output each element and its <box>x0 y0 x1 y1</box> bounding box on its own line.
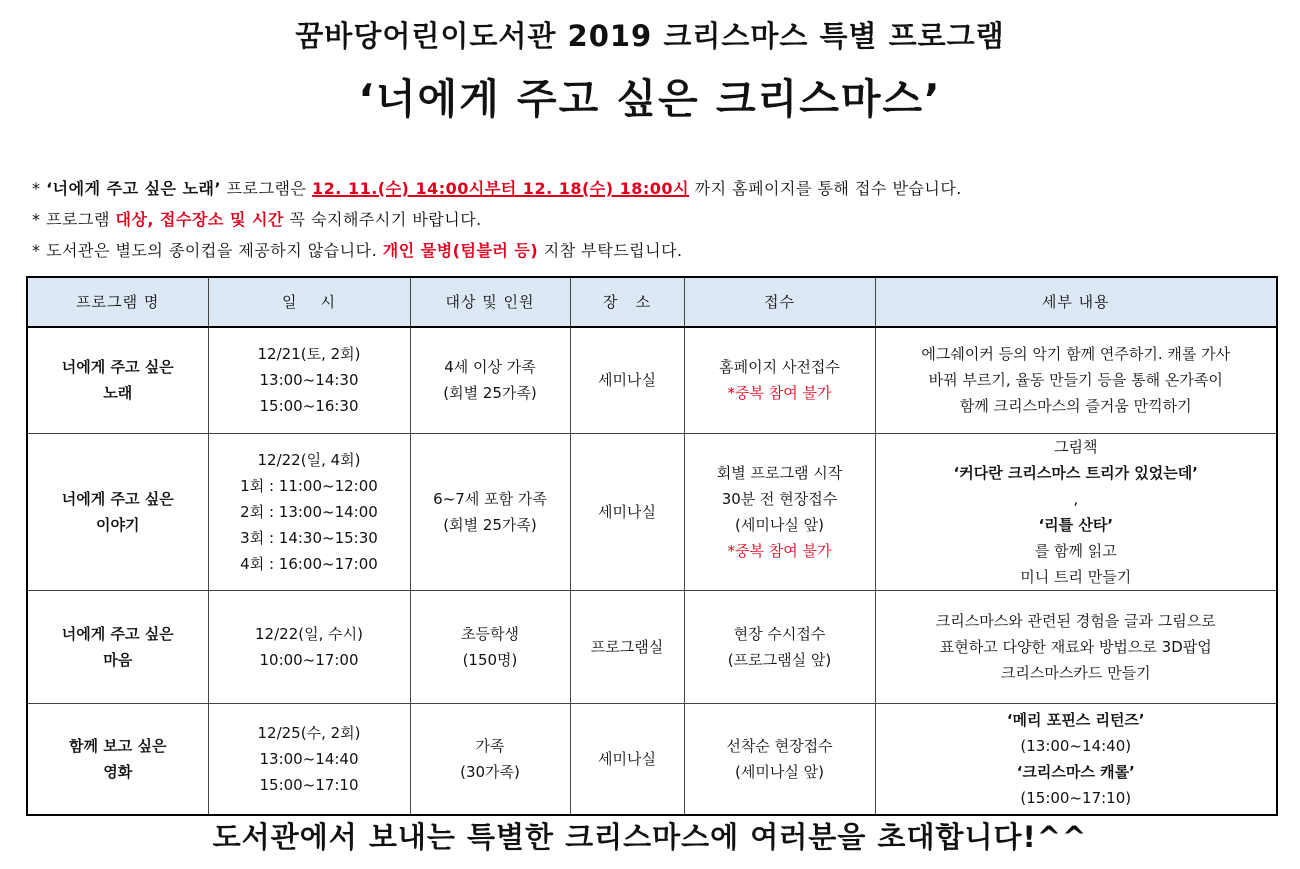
program-detail: 그림책 ‘커다란 크리스마스 트리가 있었는데’ , ‘리틀 산타’ 를 함께 읽고 미니 트리 만들기 <box>875 433 1277 590</box>
program-title: ‘너에게 주고 싶은 크리스마스’ <box>358 75 942 123</box>
duplicate-warning: *중복 참여 불가 <box>727 541 832 560</box>
program-place: 프로그램실 <box>570 590 684 703</box>
program-name: 너에게 주고 싶은 노래 <box>27 327 208 433</box>
program-name: 너에게 주고 싶은 마음 <box>27 590 208 703</box>
registration-period: 12. 11.(수) 14:00시부터 12. 18(수) 18:00시 <box>312 179 690 198</box>
program-target: 6~7세 포함 가족 (회별 25가족) <box>410 433 570 590</box>
program-reception: 회별 프로그램 시작 30분 전 현장접수 (세미나실 앞) *중복 참여 불가 <box>684 433 875 590</box>
program-name: 함께 보고 싶은 영화 <box>27 703 208 815</box>
book-title: ‘커다란 크리스마스 트리가 있었는데’ <box>953 463 1198 482</box>
notice-list <box>32 173 962 266</box>
program-datetime: 12/22(일, 수시) 10:00~17:00 <box>208 590 410 703</box>
program-target: 가족 (30가족) <box>410 703 570 815</box>
header-datetime: 일 시 <box>208 277 410 327</box>
notice-registration: * ‘너에게 주고 싶은 노래’ 프로그램은 12. 11.(수) 14:00시부터 12. 18(수) 18:00시 까지 홈페이지를 통해 접수 받습니다. <box>32 179 962 198</box>
duplicate-warning: *중복 참여 불가 <box>727 384 832 403</box>
program-reception: 현장 수시접수 (프로그램실 앞) <box>684 590 875 703</box>
header-place: 장 소 <box>570 277 684 327</box>
schedule-table <box>26 276 1278 816</box>
program-detail: 에그쉐이커 등의 악기 함께 연주하기. 캐롤 가사 바꿔 부르기, 율동 만들기 등을 통해 온가족이 함께 크리스마스의 즐거움 만끽하기 <box>875 327 1277 433</box>
program-reception: 홈페이지 사전접수 *중복 참여 불가 <box>684 327 875 433</box>
header-reception: 접수 <box>684 277 875 327</box>
table-row <box>27 433 1277 590</box>
header-program-name: 프로그램 명 <box>27 277 208 327</box>
page-title: 꿈바당어린이도서관 2019 크리스마스 특별 프로그램 <box>295 19 1005 53</box>
notice-check-info: * 프로그램 대상, 접수장소 및 시간 꼭 숙지해주시기 바랍니다. <box>32 210 482 229</box>
notice-water-bottle: * 도서관은 별도의 종이컵을 제공하지 않습니다. 개인 물병(텀블러 등) 지참 부탁드립니다. <box>32 241 683 260</box>
invitation-footer: 도서관에서 보내는 특별한 크리스마스에 여러분을 초대합니다!^^ <box>212 820 1088 854</box>
table-row <box>27 703 1277 815</box>
program-place: 세미나실 <box>570 327 684 433</box>
program-detail: 크리스마스와 관련된 경험을 글과 그림으로 표현하고 다양한 재료와 방법으로 3D팝업 크리스마스카드 만들기 <box>875 590 1277 703</box>
program-place: 세미나실 <box>570 433 684 590</box>
book-title: ‘리틀 산타’ <box>1038 515 1114 534</box>
program-datetime: 12/22(일, 4회) 1회 : 11:00~12:00 2회 : 13:00~14:00 3회 : 14:30~15:30 4회 : 16:00~17:00 <box>208 433 410 590</box>
program-reception: 선착순 현장접수 (세미나실 앞) <box>684 703 875 815</box>
table-row <box>27 590 1277 703</box>
program-datetime: 12/21(토, 2회) 13:00~14:30 15:00~16:30 <box>208 327 410 433</box>
program-name: 너에게 주고 싶은 이야기 <box>27 433 208 590</box>
program-place: 세미나실 <box>570 703 684 815</box>
header-detail: 세부 내용 <box>875 277 1277 327</box>
program-datetime: 12/25(수, 2회) 13:00~14:40 15:00~17:10 <box>208 703 410 815</box>
program-detail: ‘메리 포핀스 리턴즈’ (13:00~14:40) ‘크리스마스 캐롤’ (15:00~17:10) <box>875 703 1277 815</box>
header-target: 대상 및 인원 <box>410 277 570 327</box>
movie-title: ‘메리 포핀스 리턴즈’ <box>1006 710 1145 729</box>
program-target: 초등학생 (150명) <box>410 590 570 703</box>
movie-title: ‘크리스마스 캐롤’ <box>1016 762 1135 781</box>
program-target: 4세 이상 가족 (회별 25가족) <box>410 327 570 433</box>
table-row <box>27 327 1277 433</box>
table-header-row <box>27 277 1277 327</box>
